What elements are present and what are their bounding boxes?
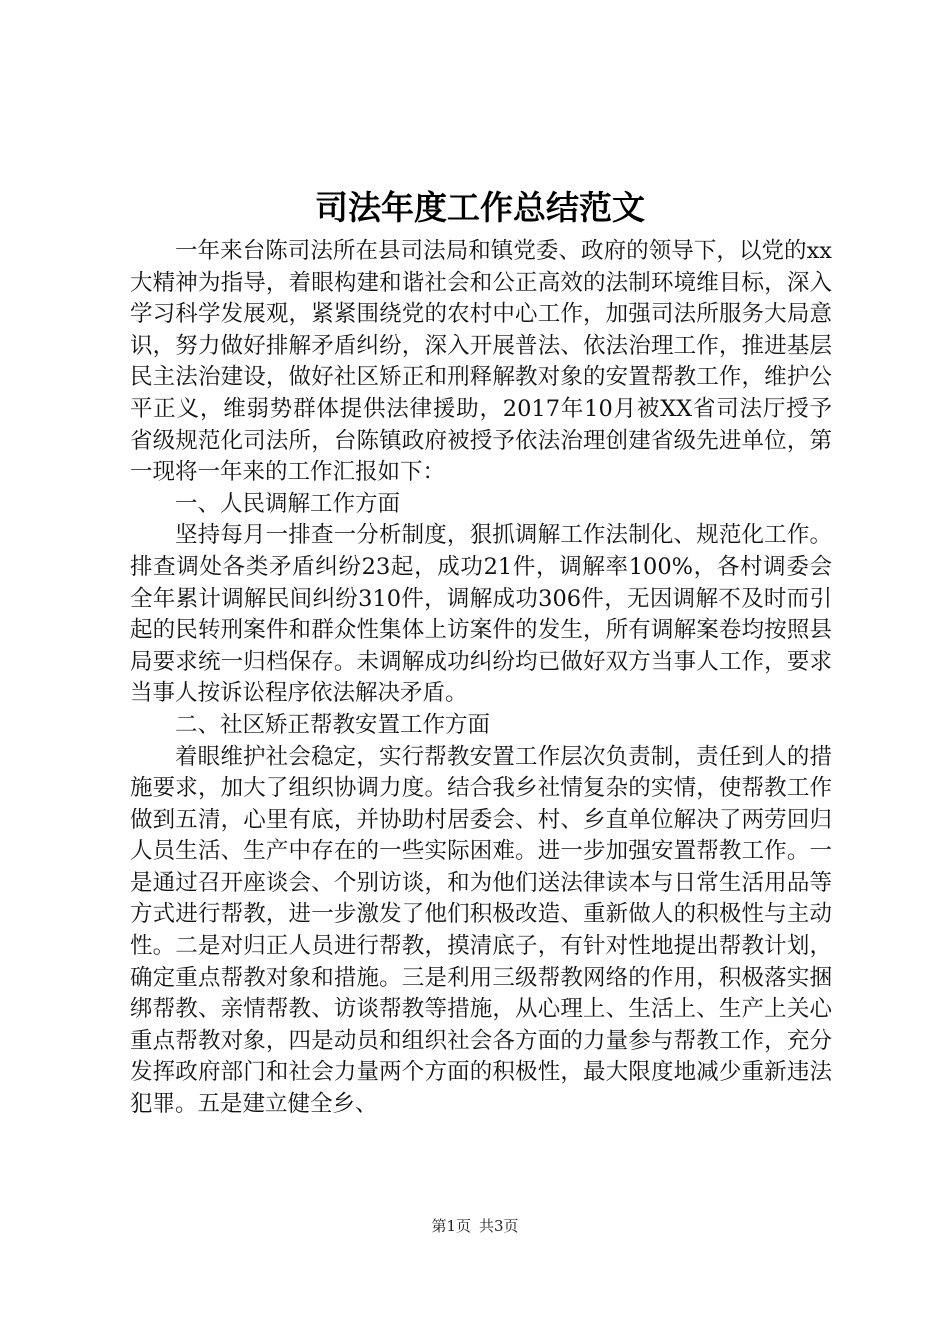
paragraph-community-correction: 着眼维护社会稳定，实行帮教安置工作层次负责制，责任到人的措施要求，加大了组织协调力度。结合我乡社情复杂的实情，使帮教工作做到五清，心里有底，并协助村居委会、村、乡直单位解决了两劳回归人员生活、生产中存在的一些实际困难。进一步加强安置帮教工作。一是通过召开座谈会、个别访谈，和为他们送法律读本与日常生活用品等方式进行帮教，进一步激发了他们积极改造、重新做人的积极性与主动性。二是对归正人员进行帮教，摸清底子，有针对性地提出帮教计划，确定重点帮教对象和措施。三是利用三级帮教网络的作用，积极落实捆绑帮教、亲情帮教、访谈帮教等措施，从心理上、生活上、生产上关心重点帮教对象，四是动员和组织社会各方面的力量参与帮教工作，充分发挥政府部门和社会力量两个方面的积极性，最大限度地减少重新违法犯罪。五是建立健全乡、	[130, 743, 832, 1118]
page-number: 第1页	[431, 1217, 471, 1235]
document-title: 司法年度工作总结范文	[315, 188, 645, 227]
page-total: 共3页	[479, 1217, 519, 1235]
section-heading-community-correction: 二、社区矫正帮教安置工作方面	[175, 711, 491, 738]
section-heading-mediation: 一、人民调解工作方面	[175, 490, 401, 517]
paragraph-intro: 一年来台陈司法所在县司法局和镇党委、政府的领导下，以党的xx大精神为指导，着眼构建和谐社会和公正高效的法制环境维目标，深入学习科学发展观，紧紧围绕党的农村中心工作，加强司法所服务大局意识，努力做好排解矛盾纠纷，深入开展普法、依法治理工作，推进基层民主法治建设，做好社区矫正和刑释解教对象的安置帮教工作，维护公平正义，维弱势群体提供法律援助，2017年10月被XX省司法厅授予省级规范化司法所，台陈镇政府被授予依法治理创建省级先进单位，第一现将一年来的工作汇报如下：	[130, 238, 832, 486]
document-body	[130, 236, 832, 1121]
page-footer	[0, 1216, 950, 1236]
paragraph-mediation: 坚持每月一排查一分析制度，狠抓调解工作法制化、规范化工作。排查调处各类矛盾纠纷23起，成功21件，调解率100%，各村调委会全年累计调解民间纠纷310件，调解成功306件，无因调解不及时而引起的民转刑案件和群众性集体上访案件的发生，所有调解案卷均按照县局要求统一归档保存。未调解成功纠纷均已做好双方当事人工作，要求当事人按诉讼程序依法解决矛盾。	[130, 522, 832, 707]
